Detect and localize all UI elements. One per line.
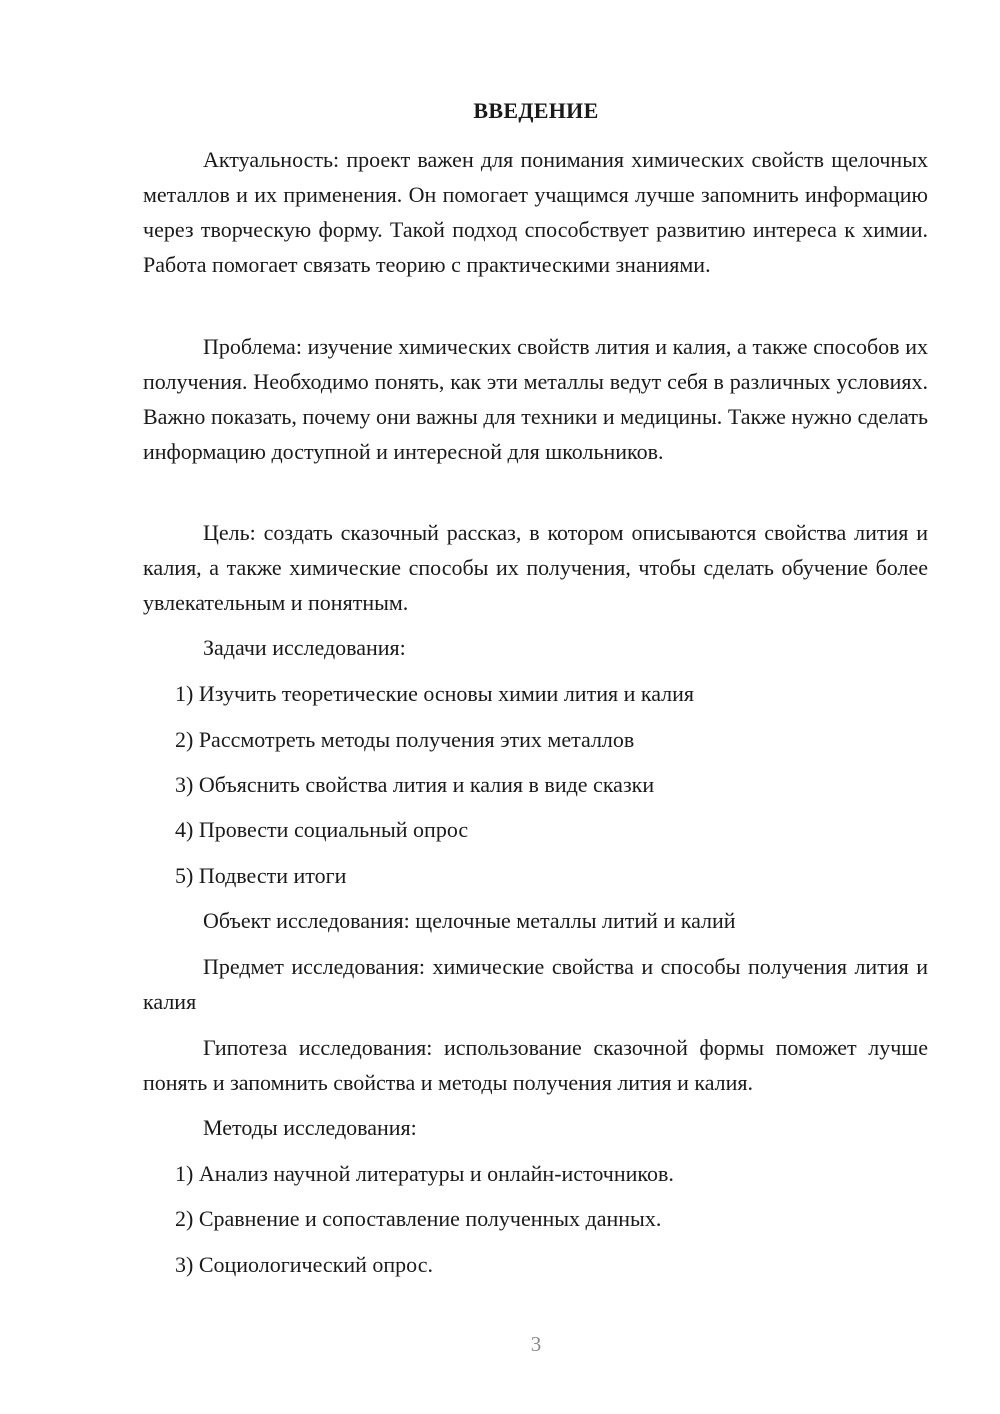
task-item: 4) Провести социальный опрос [175,817,469,842]
method-item: 3) Социологический опрос. [175,1252,433,1277]
subject-paragraph: Предмет исследования: химические свойства и способы получения лития и калия [143,954,928,1014]
goal-paragraph: Цель: создать сказочный рассказ, в котором описываются свойства лития и калия, а также химические способы их получения, чтобы сделать обучение более увлекательным и понятным. [143,520,928,615]
object-line: Объект исследования: щелочные металлы литий и калий [203,908,736,933]
methods-heading: Методы исследования: [203,1115,417,1140]
tasks-heading: Задачи исследования: [203,635,406,660]
section-heading: ВВЕДЕНИЕ [473,98,599,123]
method-item: 2) Сравнение и сопоставление полученных данных. [175,1206,662,1231]
hypothesis-paragraph: Гипотеза исследования: использование сказочной формы поможет лучше понять и запомнить свойства и методы получения лития и калия. [143,1035,928,1095]
task-item: 1) Изучить теоретические основы химии лития и калия [175,681,695,706]
relevance-paragraph: Актуальность: проект важен для понимания химических свойств щелочных металлов и их применения. Он помогает учащимся лучше запомнить информацию через творческую форму. Такой подход способствует развитию интереса к химии. Работа помогает связать теорию с практическими знаниями. [143,147,928,277]
task-item: 3) Объяснить свойства лития и калия в виде сказки [175,772,655,797]
method-item: 1) Анализ научной литературы и онлайн-источников. [175,1161,674,1186]
task-item: 2) Рассмотреть методы получения этих металлов [175,727,635,752]
task-item: 5) Подвести итоги [175,863,347,888]
problem-paragraph: Проблема: изучение химических свойств лития и калия, а также способов их получения. Необходимо понять, как эти металлы ведут себя в различных условиях. Важно показать, почему они важны для техники и медицины. Также нужно сделать информацию доступной и интересной для школьников. [143,334,928,464]
page-number: 3 [530,1332,542,1356]
